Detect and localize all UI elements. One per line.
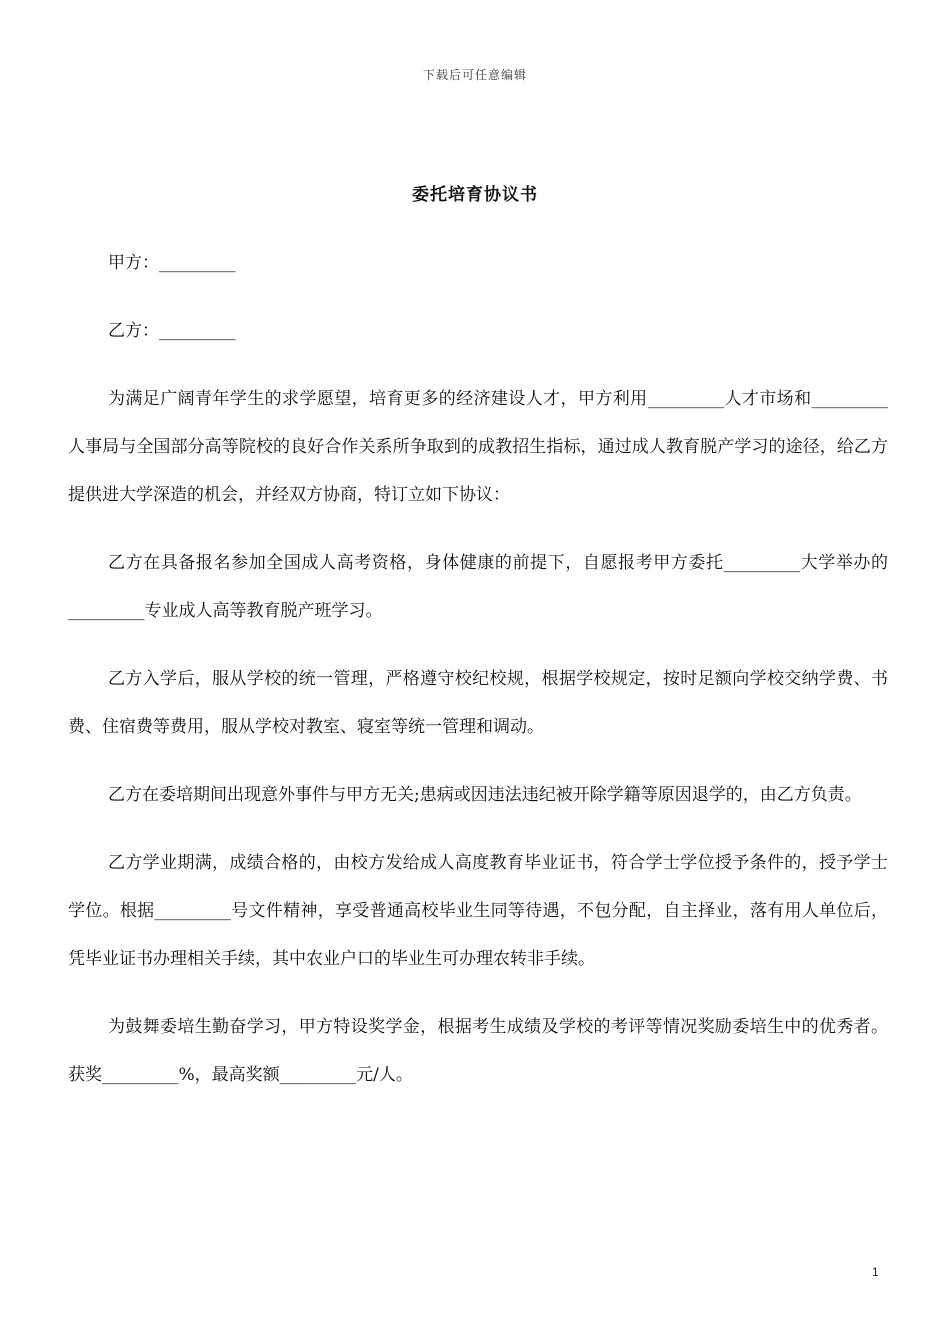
agreement-body	[68, 375, 888, 1119]
paragraph-enrollment: 乙方在具备报名参加全国成人高考资格，身体健康的前提下，自愿报考甲方委托_________大学举办的_________专业成人高等教育脱产班学习。	[68, 553, 888, 621]
paragraph-purpose: 为满足广阔青年学生的求学愿望，培育更多的经济建设人才，甲方利用_________人才市场和_________人事局与全国部分高等院校的良好合作关系所争取到的成教招生指标，通过成人教育脱产学习的途径，给乙方提供进大学深造的机会，并经双方协商，特订立如下协议：	[68, 389, 888, 505]
party-a-line: 甲方：_________	[108, 253, 236, 273]
page-number: 1	[872, 1265, 879, 1279]
paragraph-graduation: 乙方学业期满，成绩合格的，由校方发给成人高度教育毕业证书，符合学士学位授予条件的，授予学士学位。根据_________号文件精神，享受普通高校毕业生同等待遇，不包分配，自主择业，落有用人单位后，凭毕业证书办理相关手续，其中农业户口的毕业生可办理农转非手续。	[68, 853, 888, 969]
document-title: 委托培育协议书	[412, 185, 538, 205]
paragraph-school-rules: 乙方入学后，服从学校的统一管理，严格遵守校纪校规，根据学校规定，按时足额向学校交纳学费、书费、住宿费等费用，服从学校对教室、寝室等统一管理和调动。	[68, 669, 888, 737]
paragraph-scholarship: 为鼓舞委培生勤奋学习，甲方特设奖学金，根据考生成绩及学校的考评等情况奖励委培生中的优秀者。获奖_________%，最高奖额_________元/人。	[68, 1017, 888, 1085]
header-note: 下载后可任意编辑	[422, 68, 527, 82]
paragraph-liability: 乙方在委培期间出现意外事件与甲方无关;患病或因违法违纪被开除学籍等原因退学的，由乙方负责。	[108, 785, 862, 805]
party-b-line: 乙方：_________	[108, 321, 236, 341]
